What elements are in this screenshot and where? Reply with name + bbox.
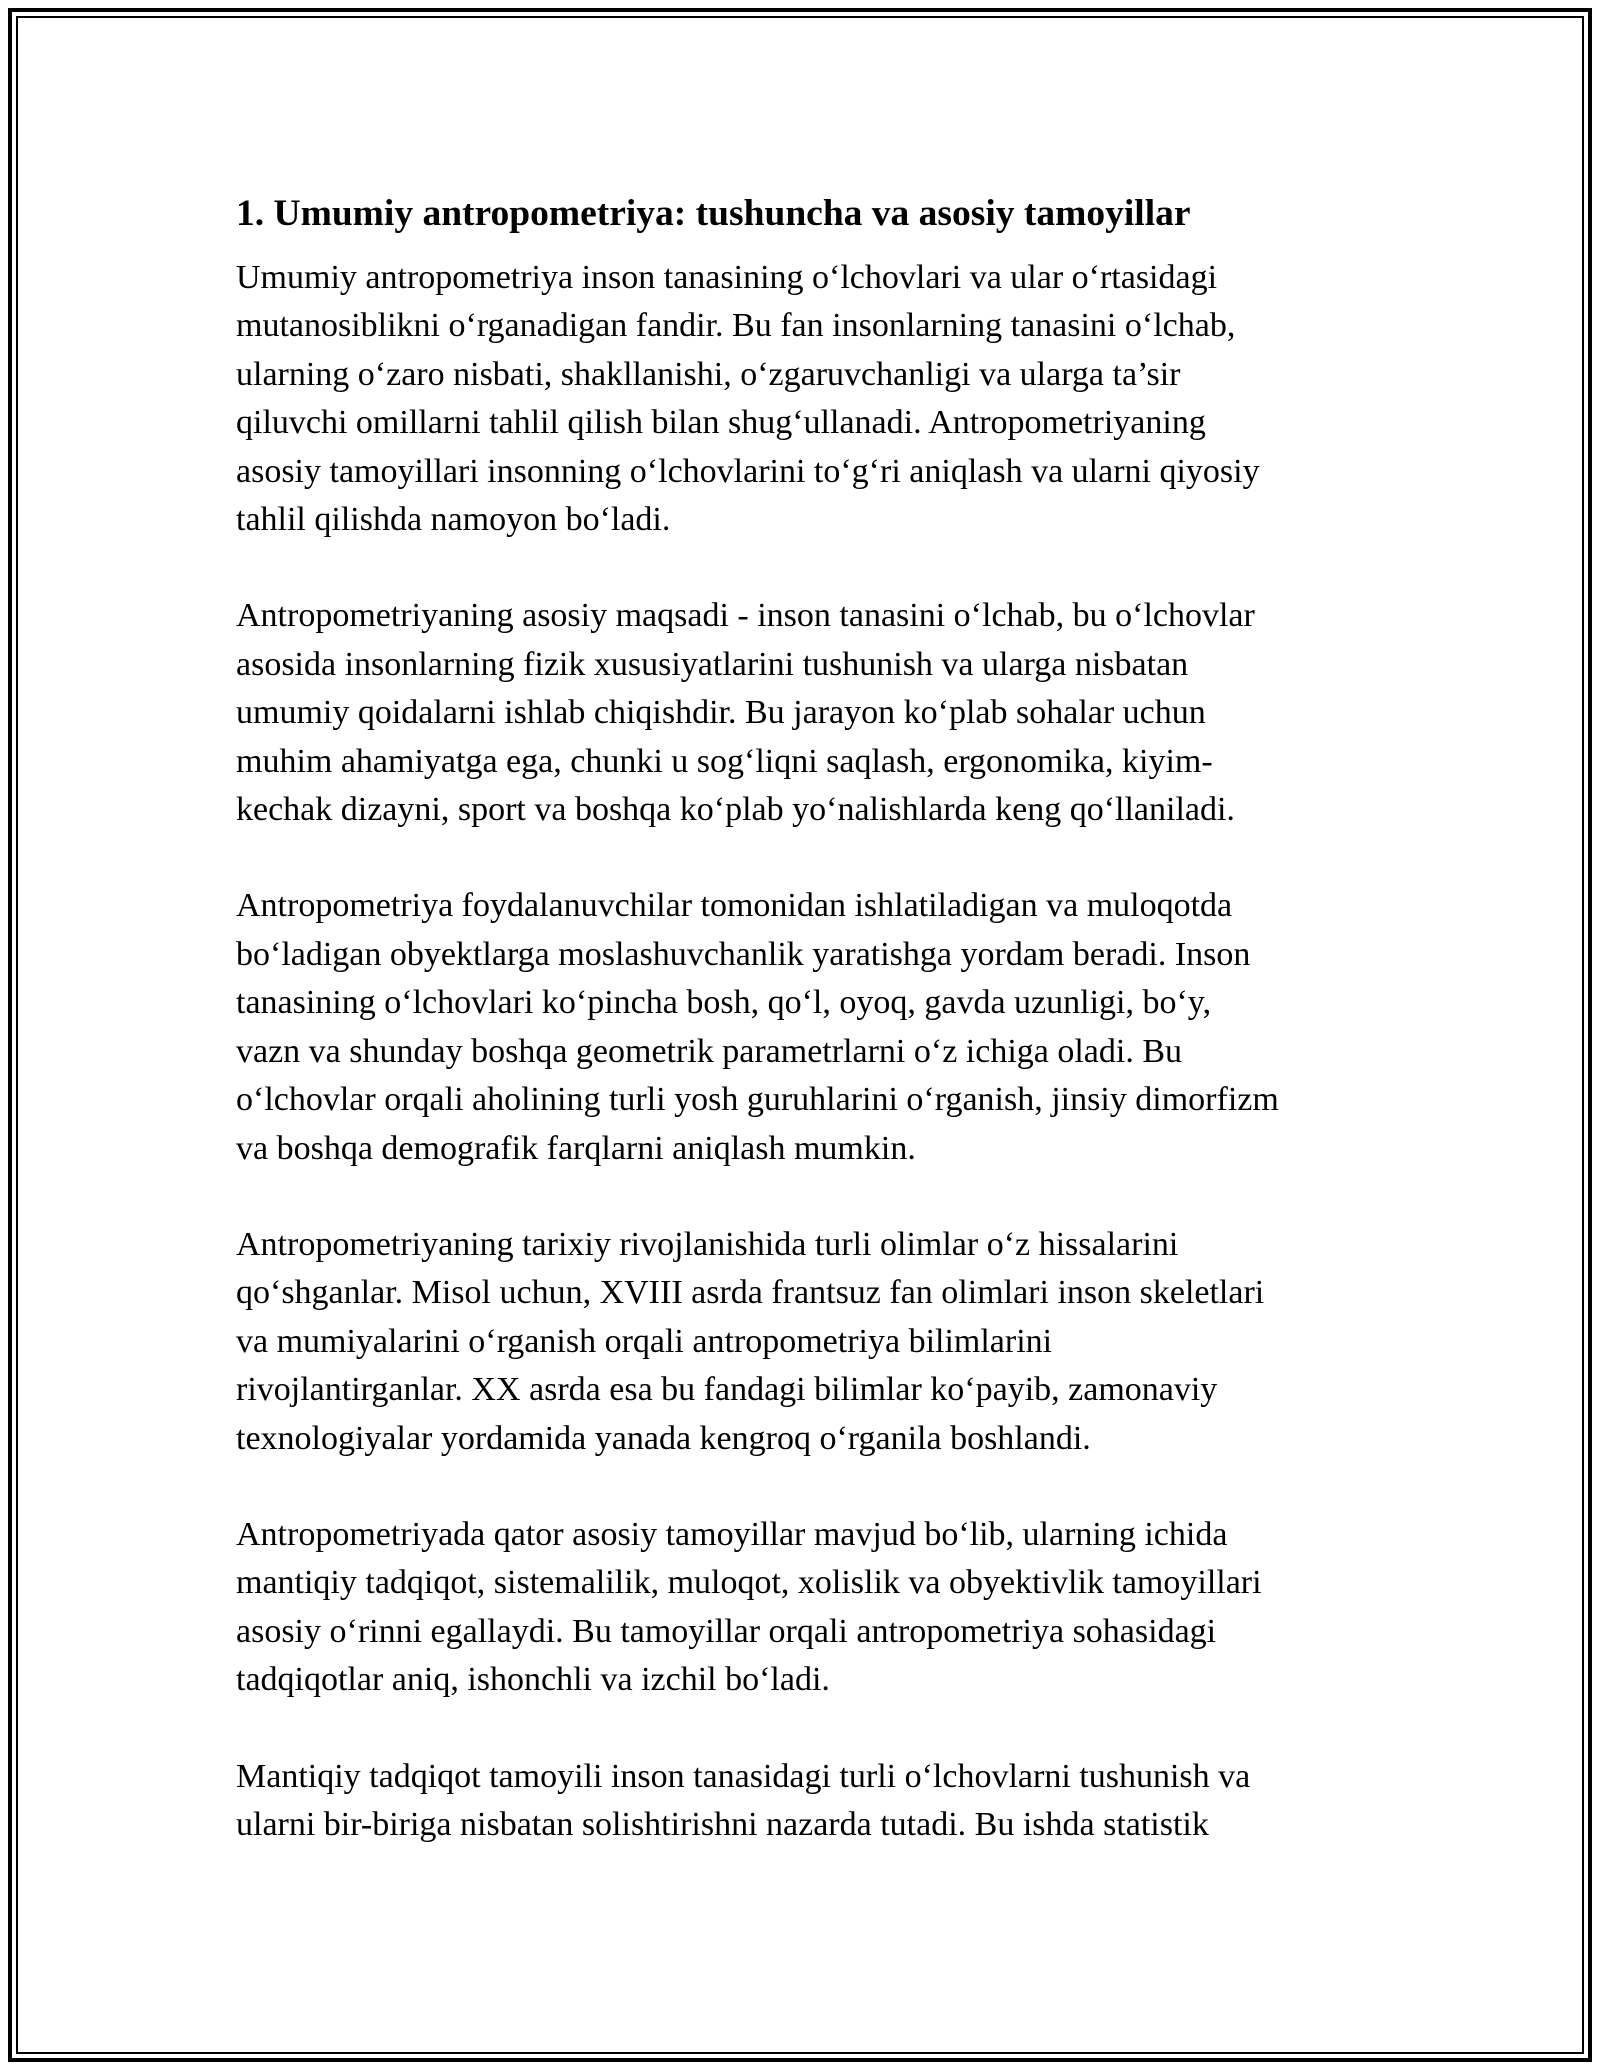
text-line: ularni bir-biriga nisbatan solishtirishni nazarda tutadi. Bu ishda statistik xyxy=(236,1805,1209,1843)
paragraph-3 xyxy=(236,882,1376,1172)
text-line: Antropometriyada qator asosiy tamoyillar mavjud bo‘lib, ularning ichida xyxy=(236,1515,1228,1553)
section-heading: 1. Umumiy antropometriya: tushuncha va asosiy tamoyillar xyxy=(236,193,1191,234)
text-line: va mumiyalarini o‘rganish orqali antropometriya bilimlarini xyxy=(236,1322,1053,1360)
paragraph-2 xyxy=(236,592,1376,834)
text-line: tanasining o‘lchovlari ko‘pincha bosh, qo‘l, oyoq, gavda uzunligi, bo‘y, xyxy=(236,984,1212,1022)
text-line: rivojlantirganlar. XX asrda esa bu fandagi bilimlar ko‘payib, zamonaviy xyxy=(236,1371,1218,1409)
text-line: Umumiy antropometriya inson tanasining o‘lchovlari va ular o‘rtasidagi xyxy=(236,259,1218,296)
text-line: o‘lchovlar orqali aholining turli yosh guruhlarini o‘rganish, jinsiy dimorfizm xyxy=(236,1081,1279,1119)
text-line: bo‘ladigan obyektlarga moslashuvchanlik yaratishga yordam beradi. Inson xyxy=(236,935,1251,973)
text-line: Antropometriyaning tarixiy rivojlanishida turli olimlar o‘z hissalarini xyxy=(236,1225,1179,1263)
text-line: Antropometriya foydalanuvchilar tomonidan ishlatiladigan va muloqotda xyxy=(236,887,1233,925)
document-body xyxy=(236,188,1376,1897)
text-line: asosiy o‘rinni egallaydi. Bu tamoyillar orqali antropometriya sohasidagi xyxy=(236,1612,1217,1650)
text-line: mutanosiblikni o‘rganadigan fandir. Bu fan insonlarning tanasini o‘lchab, xyxy=(236,307,1236,345)
text-line: Mantiqiy tadqiqot tamoyili inson tanasidagi turli o‘lchovlarni tushunish va xyxy=(236,1757,1251,1795)
text-line: asosida insonlarning fizik xususiyatlarini tushunish va ularga nisbatan xyxy=(236,645,1189,683)
paragraph-6 xyxy=(236,1753,1376,1850)
text-line: ularning o‘zaro nisbati, shakllanishi, o‘zgaruvchanligi va ularga ta’sir xyxy=(236,355,1181,393)
paragraph-1 xyxy=(236,254,1376,544)
text-line: muhim ahamiyatga ega, chunki u sog‘liqni saqlash, ergonomika, kiyim- xyxy=(236,742,1213,780)
text-line: umumiy qoidalarni ishlab chiqishdir. Bu jarayon ko‘plab sohalar uchun xyxy=(236,694,1206,732)
paragraph-5 xyxy=(236,1511,1376,1705)
text-line: mantiqiy tadqiqot, sistemalilik, muloqot, xolislik va obyektivlik tamoyillari xyxy=(236,1564,1262,1602)
text-line: vazn va shunday boshqa geometrik parametrlarni o‘z ichiga oladi. Bu xyxy=(236,1032,1183,1070)
paragraph-4 xyxy=(236,1221,1376,1463)
text-line: asosiy tamoyillari insonning o‘lchovlarini to‘g‘ri aniqlash va ularni qiyosiy xyxy=(236,452,1260,490)
text-line: Antropometriyaning asosiy maqsadi - inson tanasini o‘lchab, bu o‘lchovlar xyxy=(236,597,1255,635)
text-line: tahlil qilishda namoyon bo‘ladi. xyxy=(236,501,671,539)
text-line: kechak dizayni, sport va boshqa ko‘plab yo‘nalishlarda keng qo‘llaniladi. xyxy=(236,791,1235,829)
text-line: qo‘shganlar. Misol uchun, XVIII asrda frantsuz fan olimlari inson skeletlari xyxy=(236,1274,1265,1312)
text-line: tadqiqotlar aniq, ishonchli va izchil bo‘ladi. xyxy=(236,1661,830,1699)
text-line: va boshqa demografik farqlarni aniqlash mumkin. xyxy=(236,1129,916,1167)
text-line: texnologiyalar yordamida yanada kengroq o‘rganila boshlandi. xyxy=(236,1419,1091,1457)
text-line: qiluvchi omillarni tahlil qilish bilan shug‘ullanadi. Antropometriyaning xyxy=(236,404,1206,442)
